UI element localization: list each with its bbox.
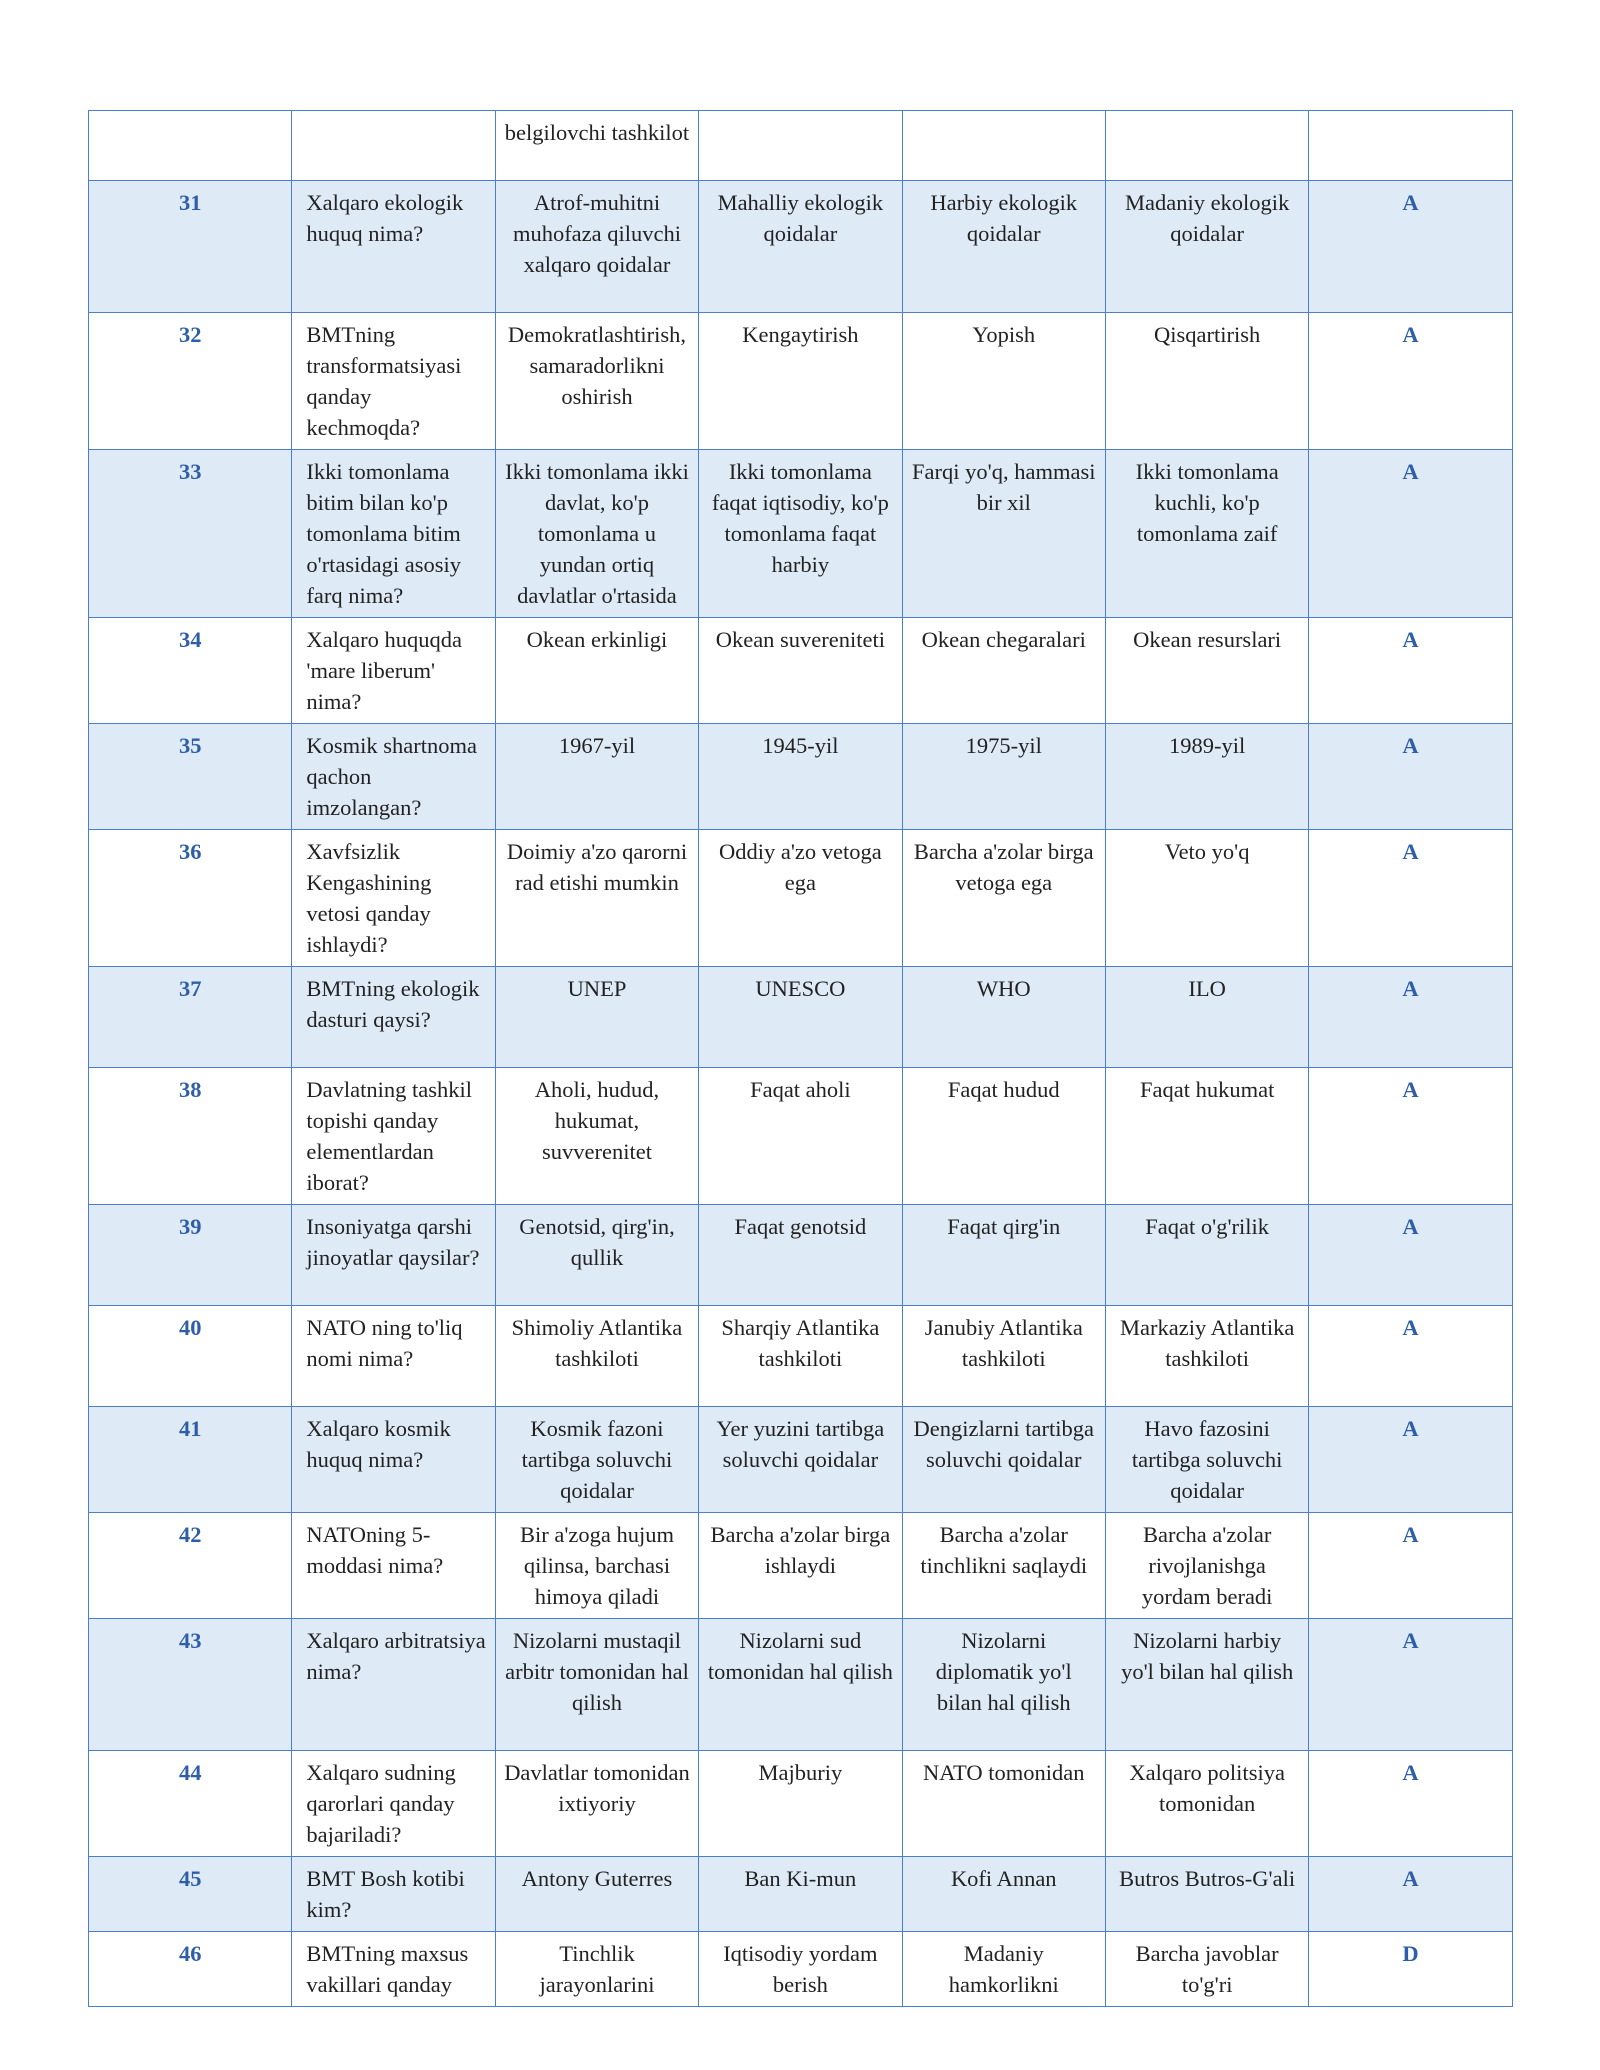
question-text-cell: Xavfsizlik Kengashining vetosi qanday ishlaydi?: [292, 830, 495, 967]
option-b-cell: Oddiy a'zo vetoga ega: [699, 830, 902, 967]
option-b-cell: Kengaytirish: [699, 313, 902, 450]
option-a-cell: Demokratlashtirish, samaradorlikni oshirish: [495, 313, 698, 450]
option-c-cell: Farqi yo'q, hammasi bir xil: [902, 450, 1105, 618]
question-number-cell: 37: [89, 967, 292, 1068]
option-a-cell: Doimiy a'zo qarorni rad etishi mumkin: [495, 830, 698, 967]
table-row: [89, 1857, 1513, 1932]
option-c-cell: Yopish: [902, 313, 1105, 450]
correct-answer-cell: A: [1309, 618, 1512, 724]
option-c-cell: Janubiy Atlantika tashkiloti: [902, 1306, 1105, 1407]
correct-answer-cell: A: [1309, 1306, 1512, 1407]
option-b-cell: Sharqiy Atlantika tashkiloti: [699, 1306, 902, 1407]
option-d-cell: Qisqartirish: [1105, 313, 1308, 450]
question-text-cell: BMTning maxsus vakillari qanday: [292, 1932, 495, 2007]
option-d-cell: Markaziy Atlantika tashkiloti: [1105, 1306, 1308, 1407]
option-b-cell: Barcha a'zolar birga ishlaydi: [699, 1513, 902, 1619]
option-c-cell: Madaniy hamkorlikni: [902, 1932, 1105, 2007]
correct-answer-cell: A: [1309, 1619, 1512, 1751]
option-a-cell: Aholi, hudud, hukumat, suvverenitet: [495, 1068, 698, 1205]
table-row: [89, 967, 1513, 1068]
question-number-cell: 40: [89, 1306, 292, 1407]
table-row: [89, 313, 1513, 450]
option-b-cell: Ikki tomonlama faqat iqtisodiy, ko'p tomonlama faqat harbiy: [699, 450, 902, 618]
question-text-cell: [292, 111, 495, 181]
correct-answer-cell: D: [1309, 1932, 1512, 2007]
question-number-cell: 31: [89, 181, 292, 313]
question-number-cell: 44: [89, 1751, 292, 1857]
question-text-cell: Xalqaro huquqda 'mare liberum' nima?: [292, 618, 495, 724]
option-a-cell: Antony Guterres: [495, 1857, 698, 1932]
question-number-cell: 33: [89, 450, 292, 618]
option-b-cell: 1945-yil: [699, 724, 902, 830]
table-row: [89, 1751, 1513, 1857]
table-row: [89, 1932, 1513, 2007]
table-row: [89, 1205, 1513, 1306]
question-number-cell: 42: [89, 1513, 292, 1619]
option-b-cell: Nizolarni sud tomonidan hal qilish: [699, 1619, 902, 1751]
table-row: [89, 1513, 1513, 1619]
question-text-cell: Davlatning tashkil topishi qanday elementlardan iborat?: [292, 1068, 495, 1205]
question-text-cell: Ikki tomonlama bitim bilan ko'p tomonlama bitim o'rtasidagi asosiy farq nima?: [292, 450, 495, 618]
table-row: [89, 618, 1513, 724]
table-row: [89, 111, 1513, 181]
option-a-cell: Okean erkinligi: [495, 618, 698, 724]
option-a-cell: Ikki tomonlama ikki davlat, ko'p tomonlama u yundan ortiq davlatlar o'rtasida: [495, 450, 698, 618]
option-c-cell: Harbiy ekologik qoidalar: [902, 181, 1105, 313]
option-b-cell: Faqat genotsid: [699, 1205, 902, 1306]
option-d-cell: Nizolarni harbiy yo'l bilan hal qilish: [1105, 1619, 1308, 1751]
option-a-cell: Kosmik fazoni tartibga soluvchi qoidalar: [495, 1407, 698, 1513]
option-b-cell: UNESCO: [699, 967, 902, 1068]
question-number-cell: 46: [89, 1932, 292, 2007]
option-d-cell: Barcha javoblar to'g'ri: [1105, 1932, 1308, 2007]
option-a-cell: Atrof-muhitni muhofaza qiluvchi xalqaro qoidalar: [495, 181, 698, 313]
option-d-cell: ILO: [1105, 967, 1308, 1068]
option-a-cell: Genotsid, qirg'in, qullik: [495, 1205, 698, 1306]
question-number-cell: 32: [89, 313, 292, 450]
question-text-cell: Insoniyatga qarshi jinoyatlar qaysilar?: [292, 1205, 495, 1306]
question-number-cell: 34: [89, 618, 292, 724]
quiz-table: [88, 110, 1513, 2007]
option-c-cell: Dengizlarni tartibga soluvchi qoidalar: [902, 1407, 1105, 1513]
correct-answer-cell: A: [1309, 1513, 1512, 1619]
option-d-cell: Veto yo'q: [1105, 830, 1308, 967]
option-a-cell: Tinchlik jarayonlarini: [495, 1932, 698, 2007]
question-number-cell: 45: [89, 1857, 292, 1932]
table-row: [89, 450, 1513, 618]
option-c-cell: WHO: [902, 967, 1105, 1068]
question-number-cell: 35: [89, 724, 292, 830]
question-text-cell: Xalqaro kosmik huquq nima?: [292, 1407, 495, 1513]
table-row: [89, 181, 1513, 313]
correct-answer-cell: A: [1309, 967, 1512, 1068]
option-b-cell: Okean suvereniteti: [699, 618, 902, 724]
option-d-cell: [1105, 111, 1308, 181]
quiz-table-body: [89, 111, 1513, 2007]
option-c-cell: Okean chegaralari: [902, 618, 1105, 724]
question-text-cell: Kosmik shartnoma qachon imzolangan?: [292, 724, 495, 830]
option-c-cell: Faqat qirg'in: [902, 1205, 1105, 1306]
question-text-cell: BMTning ekologik dasturi qaysi?: [292, 967, 495, 1068]
correct-answer-cell: A: [1309, 1068, 1512, 1205]
question-text-cell: Xalqaro ekologik huquq nima?: [292, 181, 495, 313]
correct-answer-cell: [1309, 111, 1512, 181]
option-d-cell: Madaniy ekologik qoidalar: [1105, 181, 1308, 313]
option-b-cell: Iqtisodiy yordam berish: [699, 1932, 902, 2007]
table-row: [89, 1306, 1513, 1407]
option-d-cell: Okean resurslari: [1105, 618, 1308, 724]
option-b-cell: Faqat aholi: [699, 1068, 902, 1205]
table-row: [89, 1407, 1513, 1513]
option-a-cell: Shimoliy Atlantika tashkiloti: [495, 1306, 698, 1407]
option-c-cell: Nizolarni diplomatik yo'l bilan hal qilish: [902, 1619, 1105, 1751]
correct-answer-cell: A: [1309, 1751, 1512, 1857]
option-b-cell: [699, 111, 902, 181]
option-b-cell: Ban Ki-mun: [699, 1857, 902, 1932]
question-number-cell: 43: [89, 1619, 292, 1751]
question-number-cell: 39: [89, 1205, 292, 1306]
question-number-cell: 38: [89, 1068, 292, 1205]
option-a-cell: Davlatlar tomonidan ixtiyoriy: [495, 1751, 698, 1857]
option-d-cell: Faqat hukumat: [1105, 1068, 1308, 1205]
option-c-cell: NATO tomonidan: [902, 1751, 1105, 1857]
correct-answer-cell: A: [1309, 1205, 1512, 1306]
option-d-cell: Faqat o'g'rilik: [1105, 1205, 1308, 1306]
option-c-cell: [902, 111, 1105, 181]
option-d-cell: Barcha a'zolar rivojlanishga yordam beradi: [1105, 1513, 1308, 1619]
option-c-cell: Barcha a'zolar birga vetoga ega: [902, 830, 1105, 967]
option-a-cell: Nizolarni mustaqil arbitr tomonidan hal qilish: [495, 1619, 698, 1751]
correct-answer-cell: A: [1309, 450, 1512, 618]
correct-answer-cell: A: [1309, 181, 1512, 313]
question-text-cell: BMT Bosh kotibi kim?: [292, 1857, 495, 1932]
question-number-cell: 41: [89, 1407, 292, 1513]
option-b-cell: Mahalliy ekologik qoidalar: [699, 181, 902, 313]
option-d-cell: Ikki tomonlama kuchli, ko'p tomonlama zaif: [1105, 450, 1308, 618]
option-c-cell: Barcha a'zolar tinchlikni saqlaydi: [902, 1513, 1105, 1619]
option-d-cell: Butros Butros-G'ali: [1105, 1857, 1308, 1932]
option-a-cell: 1967-yil: [495, 724, 698, 830]
correct-answer-cell: A: [1309, 1857, 1512, 1932]
option-c-cell: Faqat hudud: [902, 1068, 1105, 1205]
option-d-cell: 1989-yil: [1105, 724, 1308, 830]
correct-answer-cell: A: [1309, 1407, 1512, 1513]
question-text-cell: NATO ning to'liq nomi nima?: [292, 1306, 495, 1407]
question-number-cell: 36: [89, 830, 292, 967]
correct-answer-cell: A: [1309, 313, 1512, 450]
table-row: [89, 1619, 1513, 1751]
table-row: [89, 724, 1513, 830]
option-d-cell: Xalqaro politsiya tomonidan: [1105, 1751, 1308, 1857]
question-text-cell: Xalqaro arbitratsiya nima?: [292, 1619, 495, 1751]
question-text-cell: Xalqaro sudning qarorlari qanday bajariladi?: [292, 1751, 495, 1857]
option-a-cell: Bir a'zoga hujum qilinsa, barchasi himoya qiladi: [495, 1513, 698, 1619]
question-text-cell: BMTning transformatsiyasi qanday kechmoqda?: [292, 313, 495, 450]
correct-answer-cell: A: [1309, 830, 1512, 967]
question-text-cell: NATOning 5-moddasi nima?: [292, 1513, 495, 1619]
correct-answer-cell: A: [1309, 724, 1512, 830]
option-a-cell: belgilovchi tashkilot: [495, 111, 698, 181]
option-d-cell: Havo fazosini tartibga soluvchi qoidalar: [1105, 1407, 1308, 1513]
option-b-cell: Majburiy: [699, 1751, 902, 1857]
option-c-cell: Kofi Annan: [902, 1857, 1105, 1932]
option-c-cell: 1975-yil: [902, 724, 1105, 830]
option-a-cell: UNEP: [495, 967, 698, 1068]
table-row: [89, 830, 1513, 967]
option-b-cell: Yer yuzini tartibga soluvchi qoidalar: [699, 1407, 902, 1513]
table-row: [89, 1068, 1513, 1205]
question-number-cell: [89, 111, 292, 181]
